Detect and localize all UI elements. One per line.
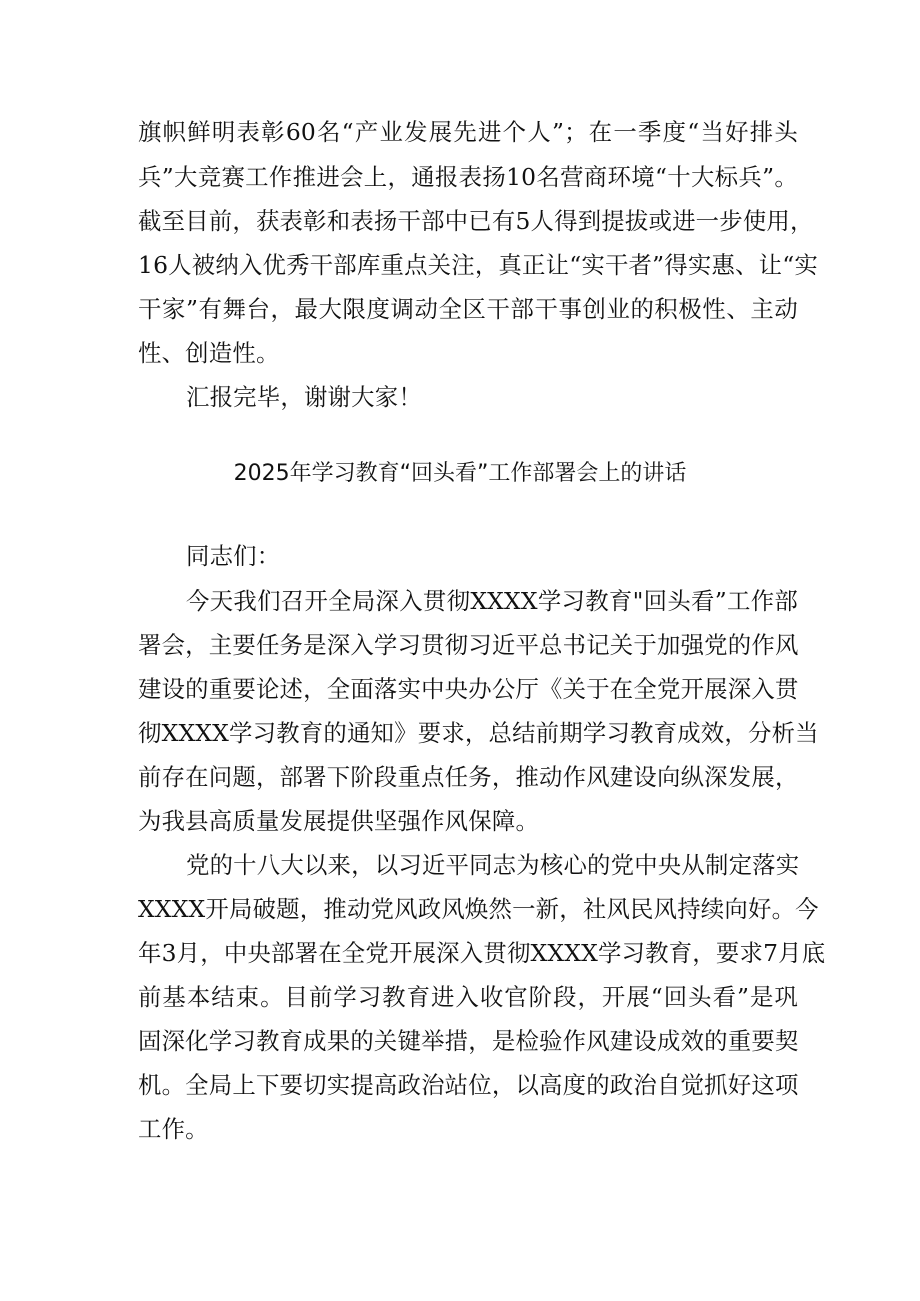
paragraph-2-line: 党的十八大以来，以习近平同志为核心的党中央从制定落实 <box>186 851 800 879</box>
closing-remark: 汇报完毕，谢谢大家！ <box>186 383 422 411</box>
paragraph-1-line: 彻XXXX学习教育的通知》要求，总结前期学习教育成效，分析当 <box>138 719 819 747</box>
body-line: 性、创造性。 <box>138 339 280 367</box>
paragraph-1-line: 建设的重要论述，全面落实中央办公厅《关于在全党开展深入贯 <box>138 675 799 703</box>
salutation: 同志们： <box>186 542 281 570</box>
paragraph-2-line: 工作。 <box>138 1115 209 1143</box>
body-line: 兵”大竞赛工作推进会上，通报表扬10名营商环境“十大标兵”。 <box>138 163 798 191</box>
paragraph-1-line: 署会，主要任务是深入学习贯彻习近平总书记关于加强党的作风 <box>138 631 799 659</box>
paragraph-2-line: 固深化学习教育成果的关键举措，是检验作风建设成效的重要契 <box>138 1027 799 1055</box>
body-line: 16人被纳入优秀干部库重点关注，真正让“实干者”得实惠、让“实 <box>138 251 818 279</box>
paragraph-1-line: 为我县高质量发展提供坚强作风保障。 <box>138 807 540 835</box>
body-line: 截至目前，获表彰和表扬干部中已有5人得到提拔或进一步使用， <box>138 207 814 235</box>
paragraph-1-line: 前存在问题，部署下阶段重点任务，推动作风建设向纵深发展， <box>138 763 799 791</box>
paragraph-2-line: 前基本结束。目前学习教育进入收官阶段，开展“回头看”是巩 <box>138 983 798 1011</box>
paragraph-2-line: XXXX开局破题，推动党风政风焕然一新，社风民风持续向好。今 <box>138 895 819 923</box>
body-line: 旗帜鲜明表彰60名“产业发展先进个人”；在一季度“当好排头 <box>138 118 798 146</box>
paragraph-1-line: 今天我们召开全局深入贯彻XXXX学习教育"回头看”工作部 <box>186 587 798 615</box>
paragraph-2-line: 年3月，中央部署在全党开展深入贯彻XXXX学习教育，要求7月底 <box>138 939 826 967</box>
paragraph-2-line: 机。全局上下要切实提高政治站位，以高度的政治自觉抓好这项 <box>138 1071 799 1099</box>
body-line: 干家”有舞台，最大限度调动全区干部干事创业的积极性、主动 <box>138 295 798 323</box>
speech-title: 2025年学习教育“回头看”工作部署会上的讲话 <box>233 461 687 486</box>
